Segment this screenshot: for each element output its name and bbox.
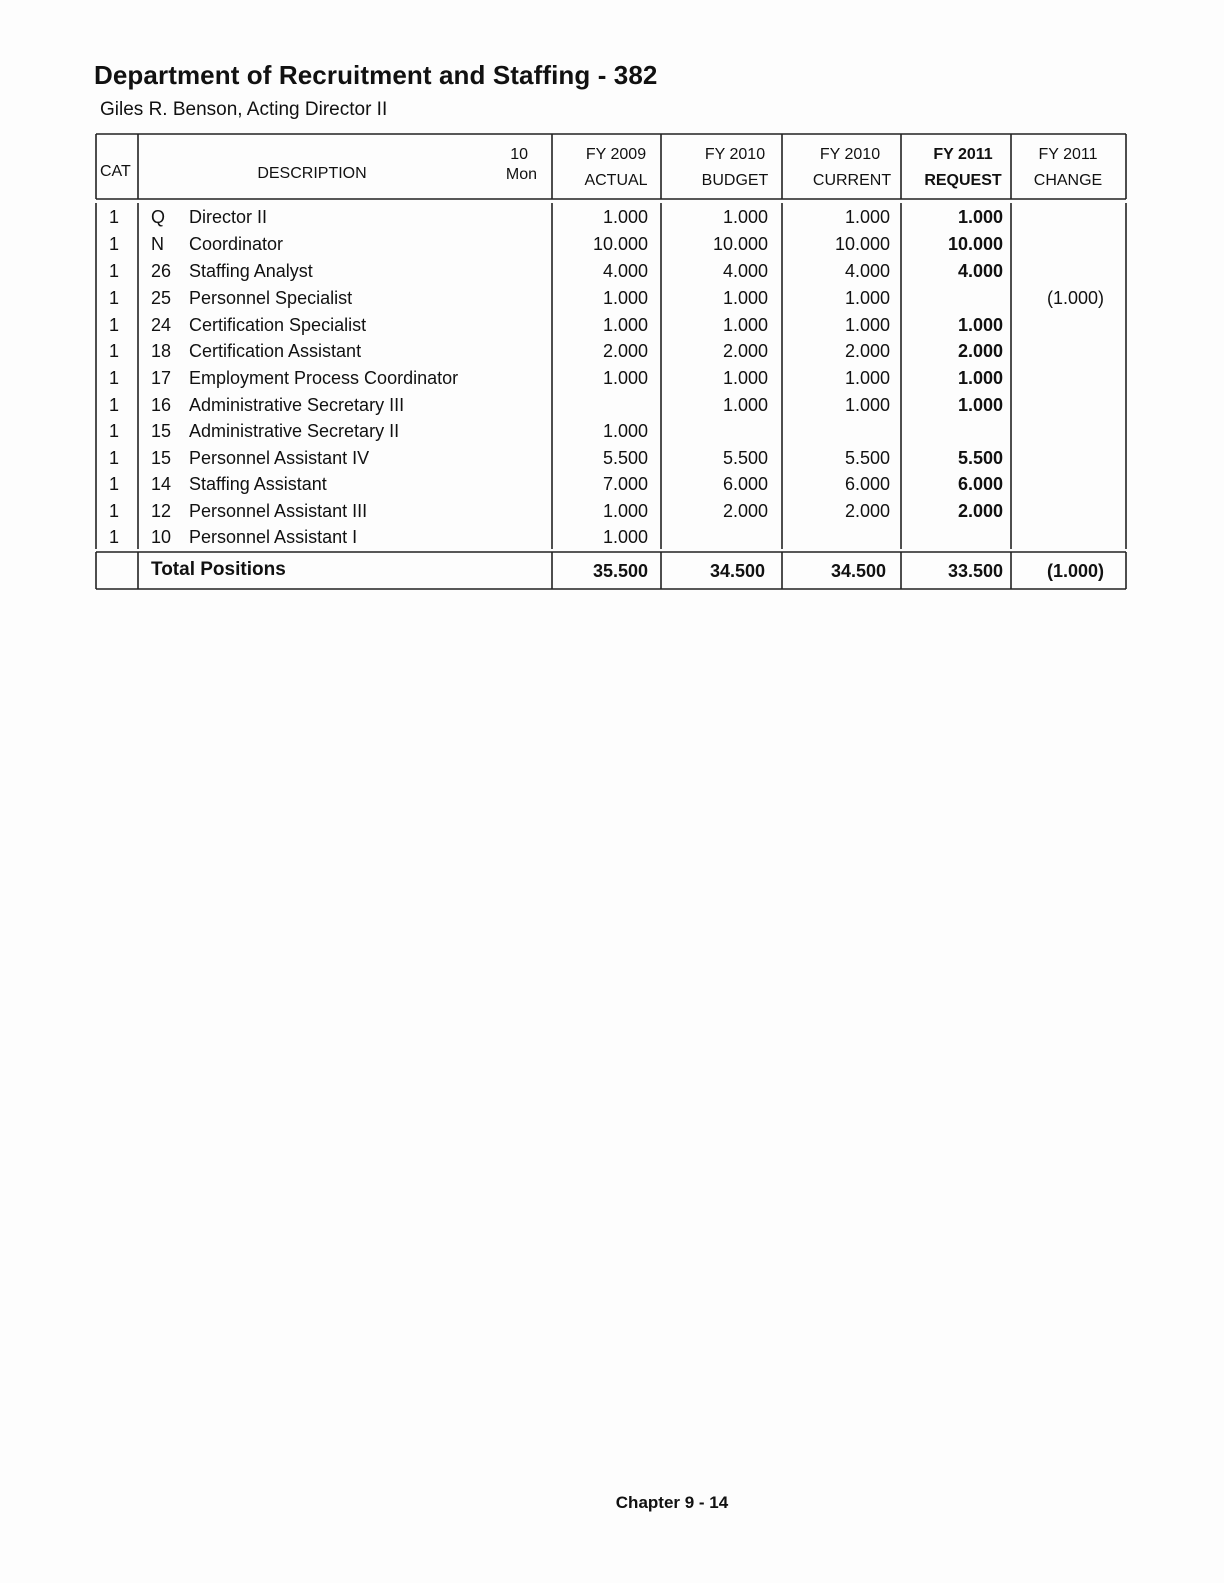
row-12-title: Personnel Assistant I: [189, 527, 358, 547]
row-1-actual: 10.000: [592, 234, 648, 254]
row-1-budget: 10.000: [712, 234, 768, 254]
row-4-request: 1.000: [957, 315, 1003, 335]
row-1-current: 10.000: [834, 234, 890, 254]
row-11-title: Personnel Assistant III: [189, 501, 368, 521]
col-header-fy2011-change-top: FY 2011: [1038, 146, 1098, 163]
total-change: (1.000): [1046, 561, 1104, 581]
row-0-actual: 1.000: [602, 207, 648, 227]
row-6-title: Employment Process Coordinator: [189, 368, 459, 388]
row-7-grade: 16: [151, 395, 172, 415]
row-9-actual: 5.500: [602, 448, 648, 468]
row-9-title: Personnel Assistant IV: [189, 448, 370, 468]
row-8-grade: 15: [151, 421, 172, 441]
row-6-request: 1.000: [957, 368, 1003, 388]
row-6-grade: 17: [151, 368, 172, 388]
row-7-current: 1.000: [844, 395, 890, 415]
row-8-actual: 1.000: [602, 421, 648, 441]
row-4-title: Certification Specialist: [189, 315, 367, 335]
row-5-grade: 18: [151, 341, 172, 361]
col-header-fy2011-request-bottom: REQUEST: [924, 172, 1002, 189]
row-2-actual: 4.000: [602, 261, 648, 281]
row-7-title: Administrative Secretary III: [189, 395, 405, 415]
page-footer: Chapter 9 - 14: [615, 1493, 729, 1512]
col-header-fy2010-current-top: FY 2010: [819, 146, 881, 163]
row-8-cat: 1: [109, 421, 120, 441]
total-current: 34.500: [830, 561, 886, 581]
row-1-title: Coordinator: [189, 234, 284, 254]
col-header-fy2009-bottom: ACTUAL: [584, 172, 648, 189]
row-4-budget: 1.000: [722, 315, 768, 335]
row-5-title: Certification Assistant: [189, 341, 362, 361]
row-10-grade: 14: [151, 474, 172, 494]
row-10-actual: 7.000: [602, 474, 648, 494]
row-4-grade: 24: [151, 315, 172, 335]
row-8-title: Administrative Secretary II: [189, 421, 400, 441]
row-2-title: Staffing Analyst: [189, 261, 313, 281]
col-header-description: DESCRIPTION: [257, 165, 367, 182]
row-2-budget: 4.000: [722, 261, 768, 281]
row-6-budget: 1.000: [722, 368, 768, 388]
total-actual: 35.500: [592, 561, 648, 581]
row-0-grade: Q: [151, 207, 166, 227]
row-9-current: 5.500: [844, 448, 890, 468]
total-budget: 34.500: [709, 561, 765, 581]
row-2-cat: 1: [109, 261, 120, 281]
total-request: 33.500: [947, 561, 1003, 581]
row-0-cat: 1: [109, 207, 120, 227]
row-3-current: 1.000: [844, 288, 890, 308]
row-9-request: 5.500: [957, 448, 1003, 468]
row-11-cat: 1: [109, 501, 120, 521]
row-5-request: 2.000: [957, 341, 1003, 361]
col-header-fy2009-top: FY 2009: [585, 146, 647, 163]
row-1-grade: N: [151, 234, 164, 254]
row-0-request: 1.000: [957, 207, 1003, 227]
row-11-current: 2.000: [844, 501, 890, 521]
col-header-cat: CAT: [100, 163, 131, 180]
col-header-fy2010-budget-top: FY 2010: [704, 146, 766, 163]
row-12-actual: 1.000: [602, 527, 648, 547]
row-0-budget: 1.000: [722, 207, 768, 227]
row-3-grade: 25: [151, 288, 172, 308]
page-subtitle: Giles R. Benson, Acting Director II: [100, 99, 388, 120]
row-10-cat: 1: [109, 474, 120, 494]
col-header-fy2011-request-top: FY 2011: [933, 146, 993, 163]
row-2-grade: 26: [151, 261, 172, 281]
row-6-actual: 1.000: [602, 368, 648, 388]
row-3-title: Personnel Specialist: [189, 288, 353, 308]
row-0-current: 1.000: [844, 207, 890, 227]
row-0-title: Director II: [189, 207, 268, 227]
total-label: Total Positions: [151, 559, 286, 580]
row-10-budget: 6.000: [722, 474, 768, 494]
row-5-cat: 1: [109, 341, 120, 361]
col-header-fy2011-change-bottom: CHANGE: [1033, 172, 1103, 189]
row-1-request: 10.000: [947, 234, 1003, 254]
row-1-cat: 1: [109, 234, 120, 254]
row-3-change: (1.000): [1046, 288, 1104, 308]
row-11-actual: 1.000: [602, 501, 648, 521]
row-10-title: Staffing Assistant: [189, 474, 327, 494]
col-header-fy2010-budget-bottom: BUDGET: [701, 172, 769, 189]
row-6-cat: 1: [109, 368, 120, 388]
row-7-budget: 1.000: [722, 395, 768, 415]
row-5-budget: 2.000: [722, 341, 768, 361]
row-12-cat: 1: [109, 527, 120, 547]
row-2-request: 4.000: [957, 261, 1003, 281]
row-9-budget: 5.500: [722, 448, 768, 468]
row-4-cat: 1: [109, 315, 120, 335]
row-4-actual: 1.000: [602, 315, 648, 335]
col-header-mon-bottom: Mon: [505, 166, 537, 183]
row-5-actual: 2.000: [602, 341, 648, 361]
row-9-grade: 15: [151, 448, 172, 468]
row-11-budget: 2.000: [722, 501, 768, 521]
row-3-actual: 1.000: [602, 288, 648, 308]
col-header-mon-top: 10: [510, 146, 528, 163]
row-3-budget: 1.000: [722, 288, 768, 308]
row-4-current: 1.000: [844, 315, 890, 335]
row-10-request: 6.000: [957, 474, 1003, 494]
row-7-cat: 1: [109, 395, 120, 415]
row-12-grade: 10: [151, 527, 172, 547]
row-11-grade: 12: [151, 501, 172, 521]
row-10-current: 6.000: [844, 474, 890, 494]
row-9-cat: 1: [109, 448, 120, 468]
row-3-cat: 1: [109, 288, 120, 308]
row-6-current: 1.000: [844, 368, 890, 388]
row-2-current: 4.000: [844, 261, 890, 281]
page-title: Department of Recruitment and Staffing - 382: [94, 60, 658, 90]
row-5-current: 2.000: [844, 341, 890, 361]
col-header-fy2010-current-bottom: CURRENT: [812, 172, 892, 189]
row-11-request: 2.000: [957, 501, 1003, 521]
row-7-request: 1.000: [957, 395, 1003, 415]
